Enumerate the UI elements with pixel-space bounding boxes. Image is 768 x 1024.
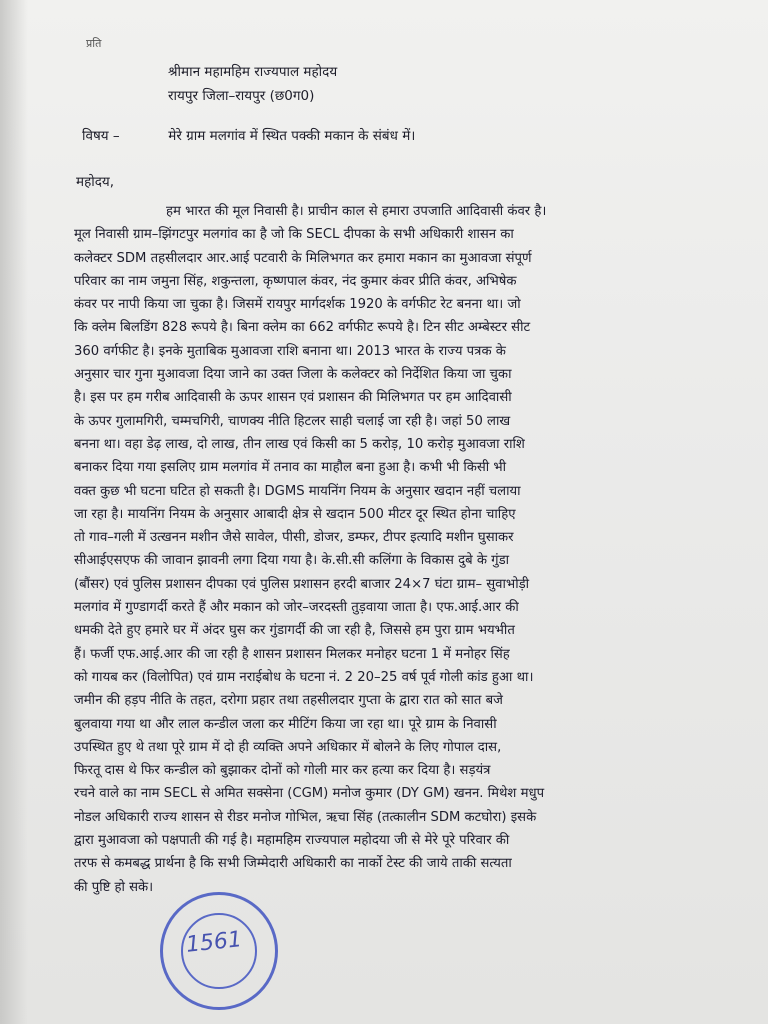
body-line: है। इस पर हम गरीब आदिवासी के ऊपर शासन एवं प्रशासन की मिलिभगत पर हम आदिवासी: [74, 390, 512, 406]
body-line: बुलवाया गया था और लाल कन्डील जला कर मीटिंग किया जा रहा था। पूरे ग्राम के निवासी: [74, 716, 497, 732]
body-line: धमकी देते हुए हमारे घर में अंदर घुस कर गुंडागर्दी की जा रही है, जिससे हम पुरा ग्राम भयभीत: [74, 623, 515, 639]
page-edge-shadow: [0, 0, 28, 1024]
body-line: उपस्थित हुए थे तथा पूरे ग्राम में दो ही व्यक्ति अपने अधिकार में बोलने के लिए गोपाल दास,: [74, 739, 502, 755]
body-line: बनना था। वहा डेढ़ लाख, दो लाख, तीन लाख एवं किसी का 5 करोड़, 10 करोड़ मुआवजा राशि: [74, 436, 525, 452]
body-line: वक्त कुछ भी घटना घटित हो सकती है। DGMS मायनिंग नियम के अनुसार खदान नहीं चलाया: [74, 483, 521, 499]
body-line: हम भारत की मूल निवासी है। प्राचीन काल से हमारा उपजाति आदिवासी कंवर है।: [166, 204, 547, 219]
address-block: [168, 60, 337, 108]
body-line: नोडल अधिकारी राज्य शासन से रीडर मनोज गोभिल, ऋचा सिंह (तत्कालीन SDM कटघोरा) इसके: [74, 809, 537, 825]
subject-text: मेरे ग्राम मलगांव में स्थित पक्की मकान के संबंध में।: [168, 128, 416, 144]
subject-line: [82, 126, 415, 144]
page-marker: प्रति: [86, 37, 102, 50]
body-line: की पुष्टि हो सके।: [74, 879, 154, 895]
body-line: फिरतू दास थे फिर कन्डील को बुझाकर दोनों को गोली मार कर हत्या कर दिया है। सड़यंत्र: [74, 763, 491, 779]
body-line: मूल निवासी ग्राम–झिंगटपुर मलगांव का है जो कि SECL दीपका के सभी अधिकारी शासन का: [74, 227, 514, 243]
body-line: के ऊपर गुलामगिरी, चम्मचगिरी, चाणक्य नीति हिटलर साही चलाई जा रही है। जहां 50 लाख: [74, 413, 511, 429]
body-line: मलगांव में गुण्डागर्दी करते हैं और मकान को जोर–जरदस्ती तुड़वाया जाता है। एफ.आई.आर की: [74, 600, 519, 616]
body-line: जा रहा है। मायनिंग नियम के अनुसार आबादी क्षेत्र से खदान 500 मीटर दूर स्थित होना चाहिए: [74, 506, 516, 522]
salutation: महोदय,: [76, 174, 115, 190]
stamp-receipt-number: 1561: [184, 927, 244, 958]
body-line: कंवर पर नापी किया जा चुका है। जिसमें रायपुर मार्गदर्शक 1920 के वर्गफीट रेट बनना था। जो: [74, 297, 521, 313]
body-line: अनुसार चार गुना मुआवजा दिया जाने का उक्त जिला के कलेक्टर को निर्देशित किया जा चुका: [74, 367, 512, 383]
body-line: जमीन की हड़प नीति के तहत, दरोगा प्रहार तथा तहसीलदार गुप्ता के द्वारा रात को सात बजे: [74, 693, 503, 709]
body-line: रचने वाले का नाम SECL से अमित सक्सेना (CGM) मनोज कुमार (DY GM) खनन. मिथेश मधुप: [74, 786, 545, 802]
body-line: कलेक्टर SDM तहसीलदार आर.आई पटवारी के मिलिभगत कर हमारा मकान का मुआवजा संपूर्ण: [74, 250, 532, 266]
body-line: 360 वर्गफीट है। इनके मुताबिक मुआवजा राशि बनाना था। 2013 भारत के राज्य पत्रक के: [74, 343, 506, 359]
body-line: हैं। फर्जी एफ.आई.आर की जा रही है शासन प्रशासन मिलकर मनोहर घटना 1 में मनोहर सिंह: [74, 646, 510, 662]
body-line: कि क्लेम बिलडिंग 828 रूपये है। बिना क्लेम का 662 वर्गफीट रूपये है। टिन सीट अम्बेस्टर सीट: [74, 320, 531, 336]
body-line: तो गाव–गली में उत्खनन मशीन जैसे सावेल, पीसी, डोजर, डम्फर, टीपर इत्यादि मशीन घुसाकर: [74, 530, 514, 546]
body-line: बनाकर दिया गया इसलिए ग्राम मलगांव में तनाव का माहौल बना हुआ है। कभी भी किसी भी: [74, 460, 507, 476]
body-line: तरफ से कमबद्ध प्रार्थना है कि सभी जिम्मेदारी अधिकारी का नार्को टेस्ट की जाये ताकी सत्यता: [74, 856, 512, 872]
body-line: को गायब कर (विलोपित) एवं ग्राम नराईबोध के घटना नं. 2 20–25 वर्ष पूर्व गोली कांड हुआ था।: [74, 669, 534, 685]
letter-body: [74, 200, 714, 899]
address-line-1: श्रीमान महामहिम राज्यपाल महोदय: [168, 64, 338, 80]
body-line: द्वारा मुआवजा को पक्षपाती की गई है। महामहिम राज्यपाल महोदया जी से मेरे पूरे परिवार की: [74, 833, 510, 849]
address-line-2: रायपुर जिला–रायपुर (छ0ग0): [168, 88, 315, 104]
body-line: सीआईएसएफ की जावान झावनी लगा दिया गया है। के.सी.सी कलिंगा के विकास दुबे के गुंडा: [74, 553, 510, 569]
subject-label: विषय –: [82, 128, 120, 144]
body-line: (बौंसर) एवं पुलिस प्रशासन दीपका एवं पुलिस प्रशासन हरदी बाजार 24×7 घंटा ग्राम– सुवाभोड़ी: [74, 576, 530, 592]
body-line: परिवार का नाम जमुना सिंह, शकुन्तला, कृष्णपाल कंवर, नंद कुमार कंवर प्रीति कंवर, अभिषेक: [74, 273, 517, 289]
